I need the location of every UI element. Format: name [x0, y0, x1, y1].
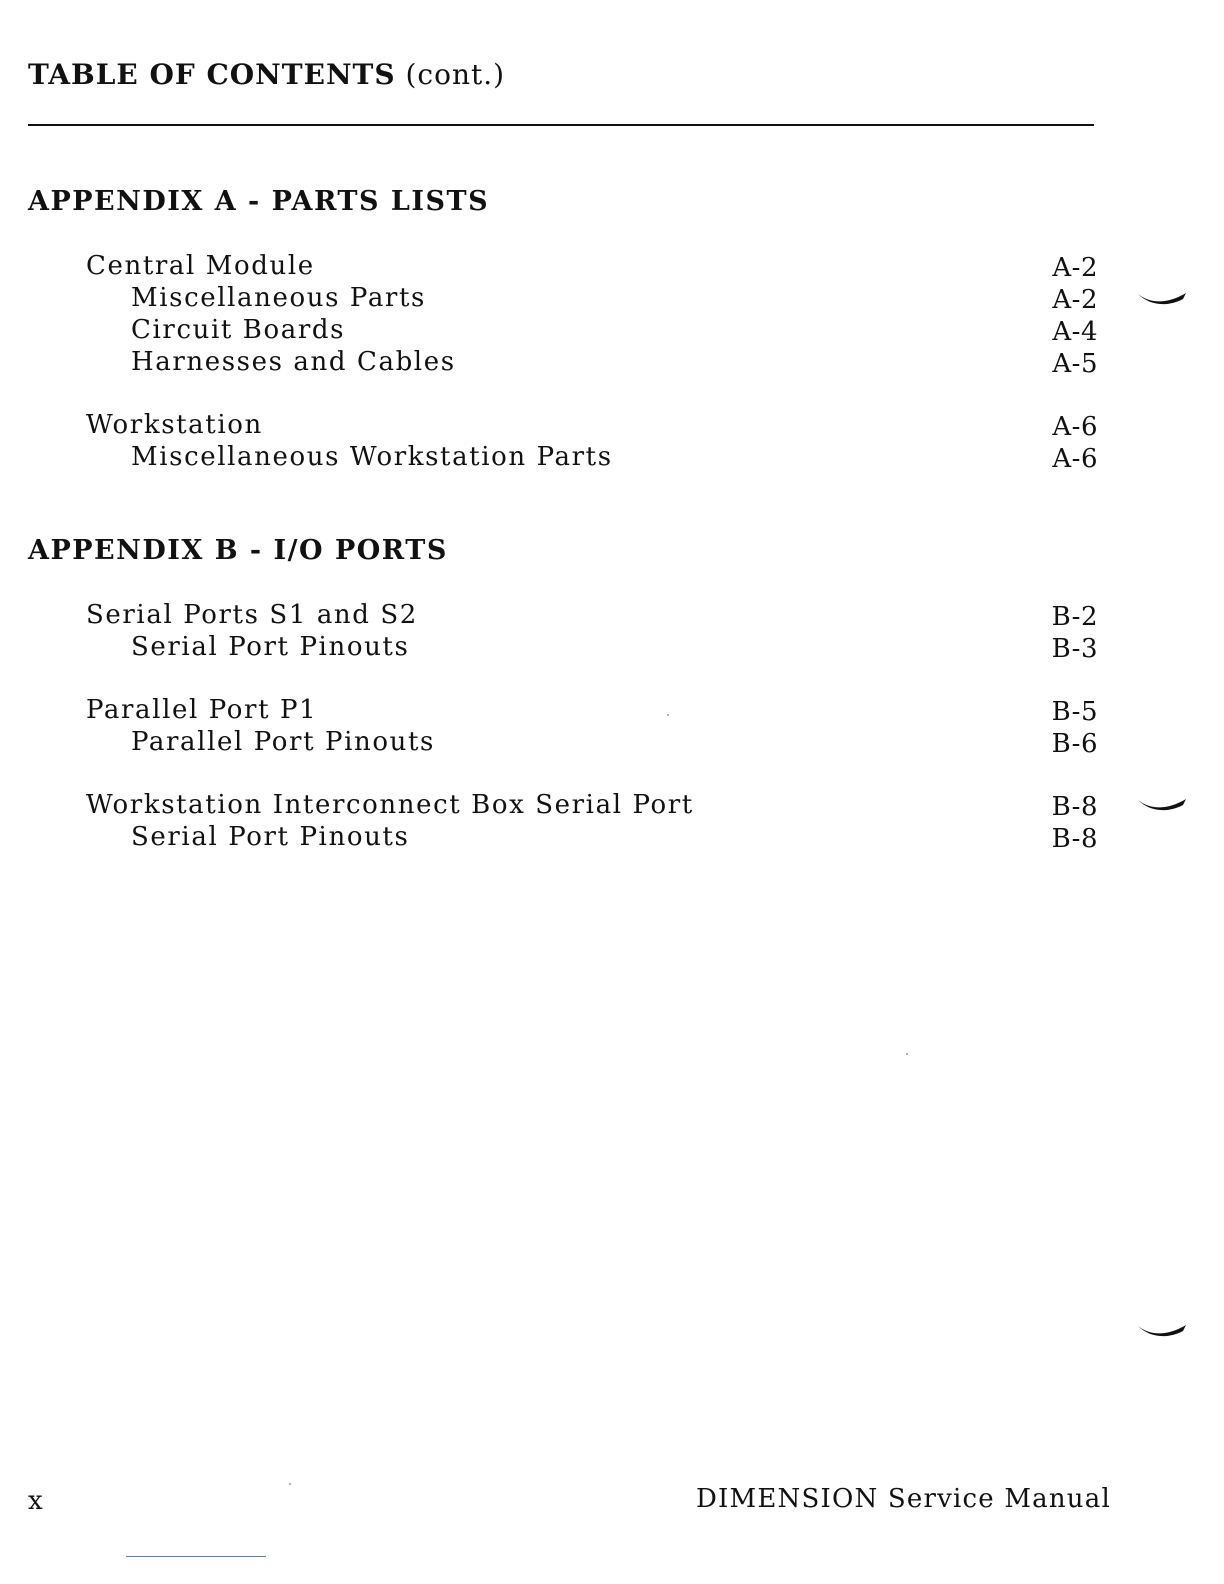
toc-entry [0, 410, 1224, 442]
toc-entry [0, 283, 1224, 315]
toc-entry [0, 822, 1224, 854]
toc-entry-label: Harnesses and Cables [131, 347, 456, 377]
toc-entry-label: Serial Ports S1 and S2 [86, 600, 418, 630]
toc-entry [0, 600, 1224, 632]
toc-entry-label: Workstation [86, 410, 263, 440]
toc-entry-page: A-5 [1052, 349, 1098, 379]
toc-entry-page: A-6 [1052, 444, 1098, 474]
toc-entry-label: Parallel Port P1 [86, 695, 318, 725]
toc-entry [0, 790, 1224, 822]
binder-hole-mark [1136, 290, 1188, 308]
toc-entry-page: A-6 [1052, 412, 1098, 442]
toc-entry-label: Workstation Interconnect Box Serial Port [86, 790, 694, 820]
toc-entry-label: Serial Port Pinouts [131, 632, 410, 662]
toc-entry-page: B-2 [1051, 602, 1098, 632]
appendix-b-heading: APPENDIX B - I/O PORTS [28, 535, 448, 566]
toc-entry-label: Parallel Port Pinouts [131, 727, 435, 757]
toc-entry-page: B-8 [1051, 792, 1098, 822]
toc-entry [0, 315, 1224, 347]
toc-entry [0, 442, 1224, 474]
toc-entry [0, 632, 1224, 664]
header-divider [28, 124, 1094, 126]
scan-speck [667, 714, 669, 716]
toc-entry-label: Miscellaneous Workstation Parts [131, 442, 613, 472]
toc-entry-page: A-2 [1052, 285, 1098, 315]
toc-entry [0, 727, 1224, 759]
binder-hole-mark [1136, 1322, 1188, 1340]
toc-entry [0, 695, 1224, 727]
scan-artifact-line [126, 1556, 266, 1557]
page-title [28, 58, 505, 91]
scan-speck [906, 1053, 908, 1055]
toc-entry-page: A-4 [1052, 317, 1098, 347]
toc-entry [0, 347, 1224, 379]
toc-entry-label: Serial Port Pinouts [131, 822, 410, 852]
toc-entry-page: B-3 [1051, 634, 1098, 664]
toc-entry-label: Central Module [86, 251, 315, 281]
toc-entry-label: Miscellaneous Parts [131, 283, 426, 313]
appendix-a-heading: APPENDIX A - PARTS LISTS [28, 186, 490, 217]
scan-speck [289, 1483, 291, 1485]
toc-entry-label: Circuit Boards [131, 315, 346, 345]
page-title-suffix: (cont.) [405, 58, 506, 91]
toc-entry-page: B-8 [1051, 824, 1098, 854]
toc-entry-page: A-2 [1052, 253, 1098, 283]
toc-entry-page: B-5 [1051, 697, 1098, 727]
page-title-main: TABLE OF CONTENTS [28, 58, 396, 91]
manual-title: DIMENSION Service Manual [696, 1484, 1111, 1514]
toc-entry-page: B-6 [1051, 729, 1098, 759]
toc-entry [0, 251, 1224, 283]
binder-hole-mark [1136, 796, 1188, 814]
page-number: x [28, 1486, 43, 1516]
